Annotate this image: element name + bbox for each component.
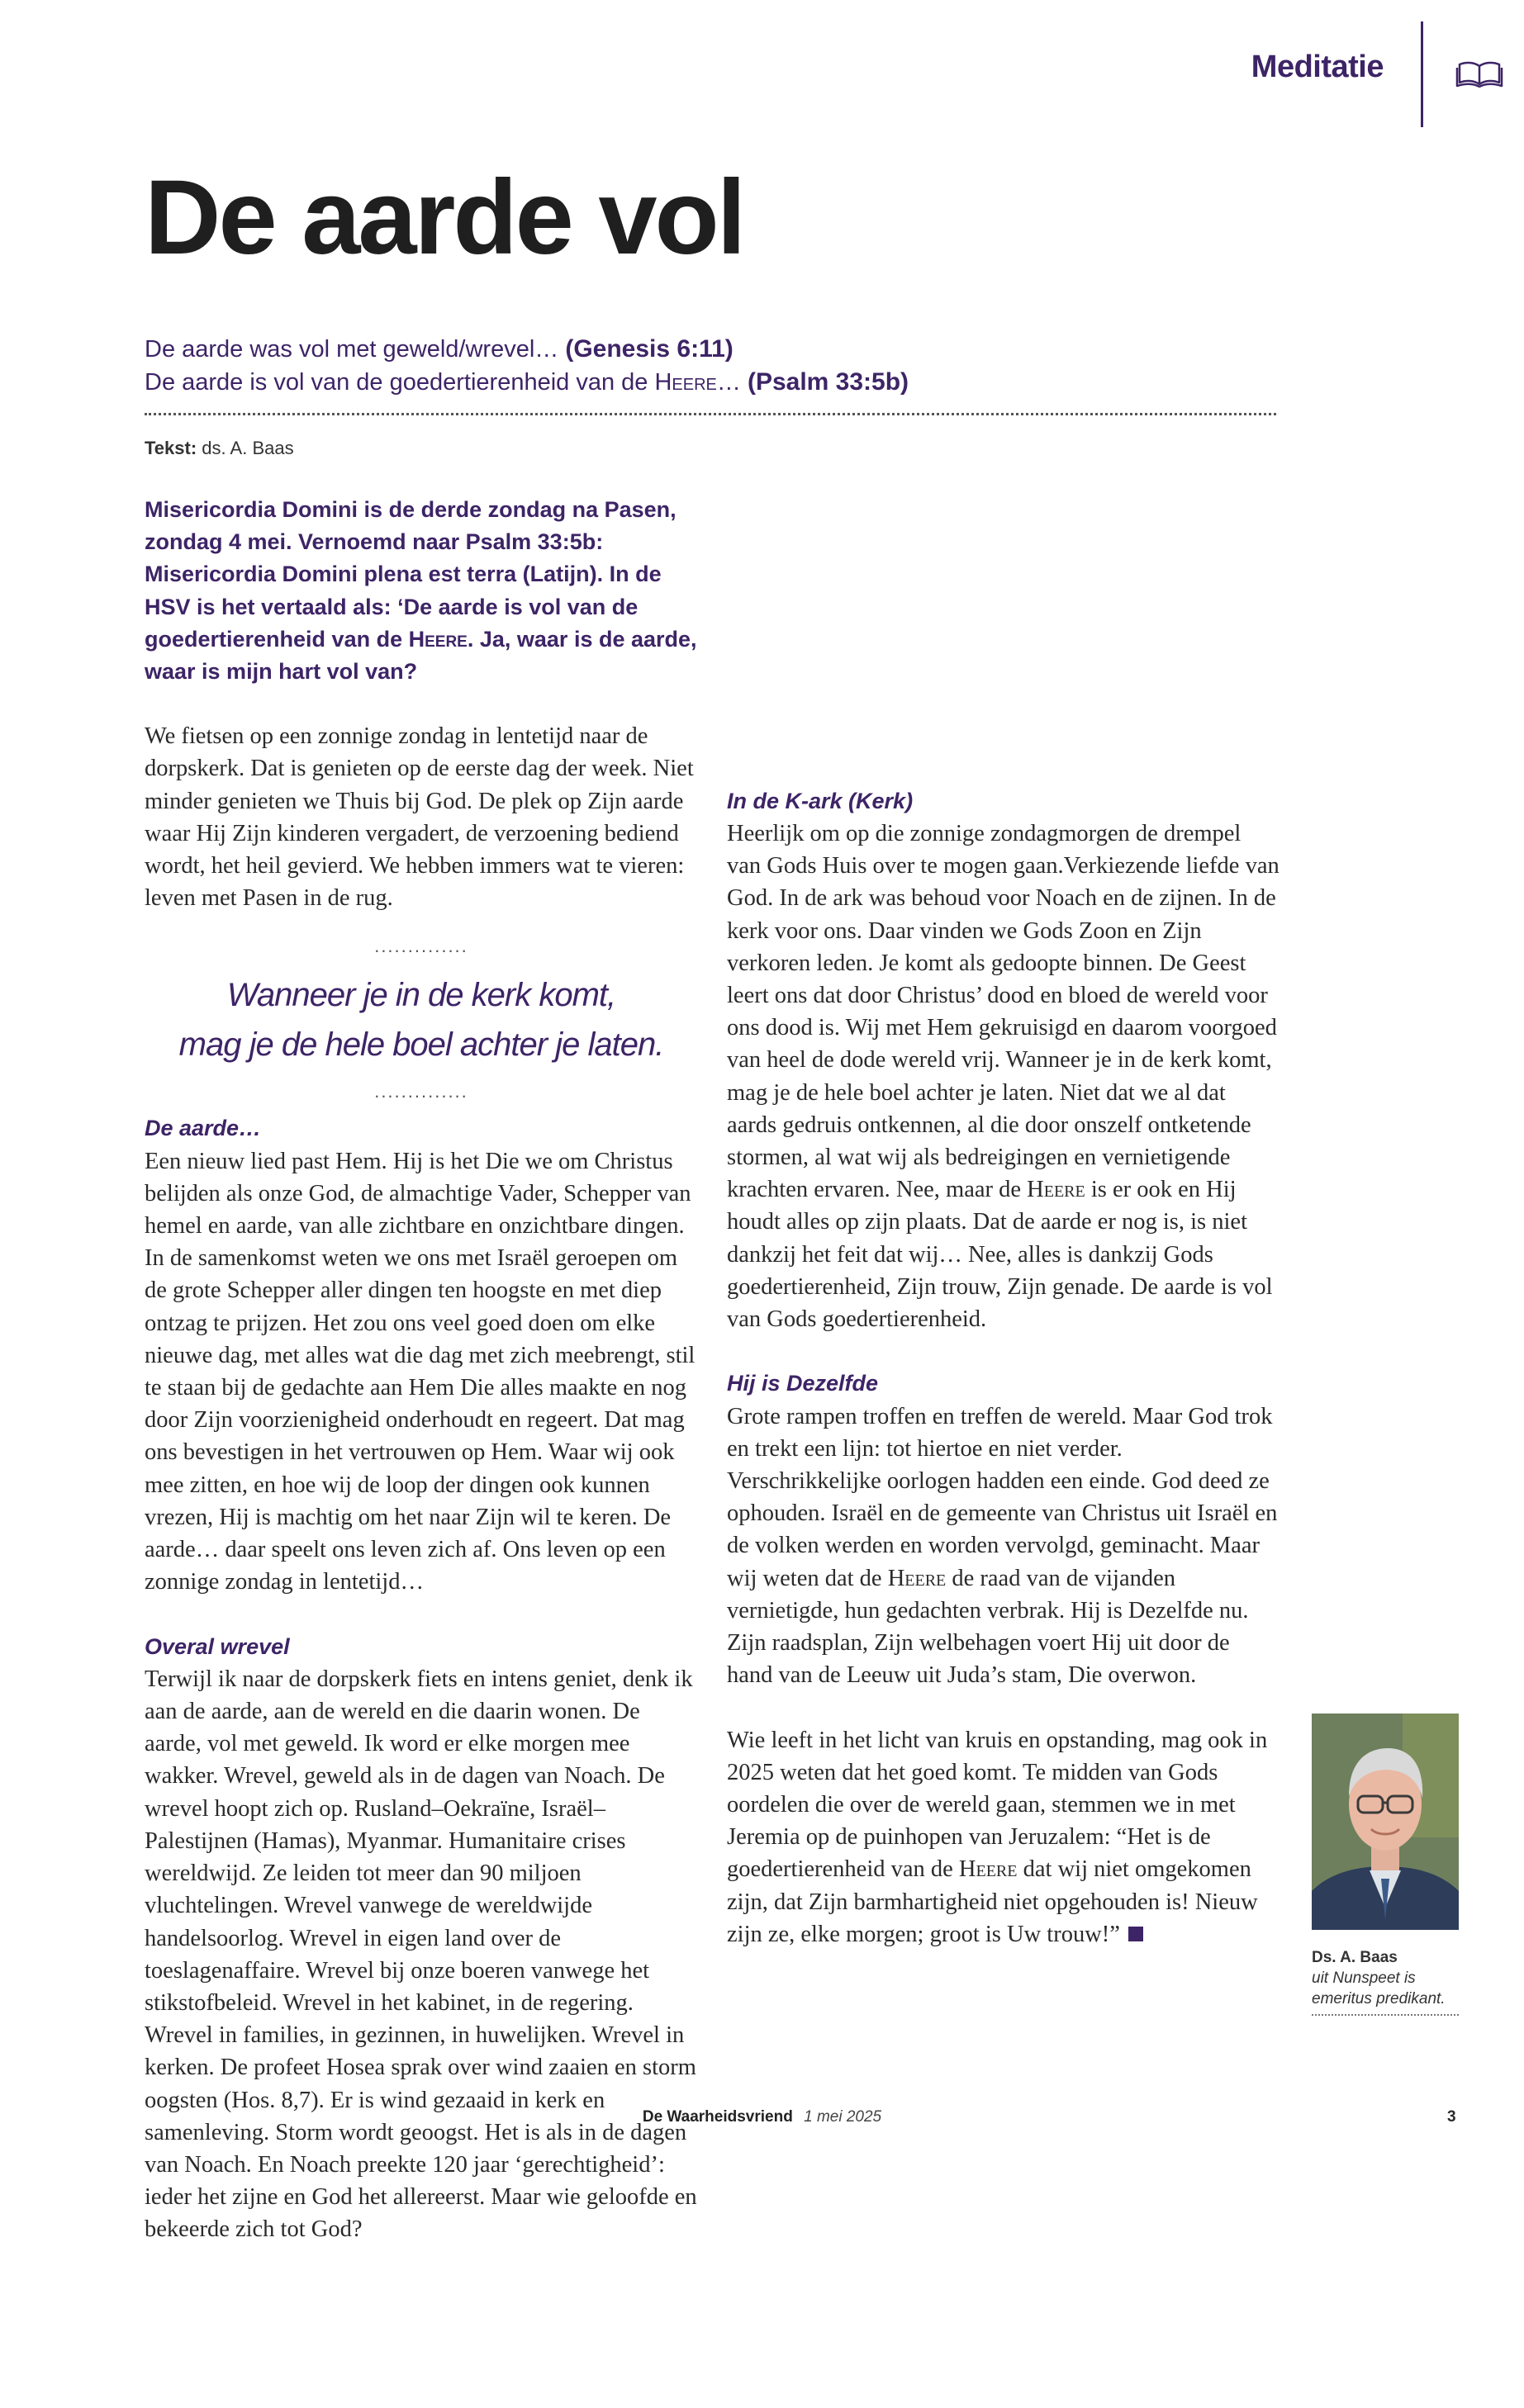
epigraph-quote-1: De aarde was vol met geweld/wrevel… (145, 336, 559, 363)
epigraph-quote-2b: … (716, 369, 741, 396)
byline-author: ds. A. Baas (202, 438, 294, 458)
author-portrait-icon (1312, 1714, 1459, 1930)
p5-text-b: de raad van de vijanden vernietigde, hun gedachten verbrak. Hij is Dezelfde nu. Zijn raadsplan, Zijn welbehagen voert Hij uit door de hand van de Leeuw uit Juda’s stam, Die overwon. (727, 1565, 1249, 1689)
epigraph-divider (145, 413, 1276, 415)
pull-quote-dots-top: .............. (374, 936, 468, 957)
p6-text-a: Wie leeft in het licht van kruis en opstanding, mag ook in 2025 weten dat het goed komt. Te midden van Gods oordelen die over de wereld gaan, stemmen we in met Jeremia op de puinhopen van Jeruzalem: “Het is de goedertierenheid van de (727, 1727, 1268, 1883)
p6-text-b: dat wij niet omgekomen zijn, dat Zijn barmhartigheid niet opgehouden is! Nieuw zijn ze, elke morgen; groot is Uw trouw!” (727, 1856, 1258, 1947)
paragraph-4 (727, 818, 1280, 1335)
page-number: 3 (1447, 2108, 1456, 2126)
epigraph (145, 333, 1284, 399)
author-role-line-2: emeritus predikant. (1312, 1990, 1446, 2007)
pull-quote-text (145, 970, 698, 1069)
byline (145, 438, 294, 459)
paragraph-2: Een nieuw lied past Hem. Hij is het Die we om Christus belijden als onze God, de almachtige Vader, Schepper van hemel en aarde, van alle zichtbare en onzichtbare dingen. In de samenkomst weten we ons met Israël geroepen om de grote Schepper aller dingen ten hoogste en met diep ontzag te prijzen. Het zou ons veel goed doen om elke nieuwe dag, met alles wat die dag met zich meebrengt, stil te staan bij de gedachte aan Hem Die alles maakte en nog door Zijn voorzienigheid onderhoudt en regeert. Dat mag ons bevestigen in het vertrouwen op Hem. Waar wij ook mee zitten, en hoe wij de loop der dingen ook kunnen vrezen, Hij is machtig om het naar Zijn wil te keren. De aarde… daar speelt ons leven zich af. Ons leven op een zonnige zondag in lentetijd… (145, 1148, 696, 1595)
intro-text-b: . Ja, waar is de aarde, waar is mijn hart vol van? (145, 626, 697, 685)
author-photo (1312, 1714, 1459, 1930)
epigraph-line-1 (145, 333, 1284, 366)
p4-heere: Heere (1027, 1177, 1085, 1203)
p4-text-b: is er ook en Hij houdt alles op zijn plaats. Dat de aarde er nog is, is niet dankzij het feit dat wij… Nee, alles is dankzij Gods goedertierenheid, Zijn trouw, Zijn genade. De aarde is vol van Gods goedertierenheid. (727, 1177, 1273, 1333)
subheading-wrevel: Overal wrevel (145, 1633, 290, 1659)
epigraph-ref-2: (Psalm 33:5b) (747, 368, 909, 396)
p6-heere: Heere (958, 1856, 1018, 1883)
subheading-kark: In de K-ark (Kerk) (727, 788, 914, 813)
author-caption (1312, 1947, 1459, 2016)
epigraph-quote-2a: De aarde is vol van de goedertierenheid van de (145, 369, 648, 396)
subheading-aarde: De aarde… (145, 1116, 262, 1141)
pull-quote-dots-bottom: .............. (374, 1081, 468, 1102)
end-mark-icon (1128, 1927, 1143, 1941)
footer-magazine: De Waarheidsvriend (642, 2108, 793, 2126)
paragraph-1: We fietsen op een zonnige zondag in lentetijd naar de dorpskerk. Dat is genieten op de eerste dag der week. Niet minder genieten we Thuis bij God. De plek op Zijn aarde waar Hij Zijn kinderen vergadert, de verzoening bediend wordt, het heil gevierd. We hebben immers wat te vieren: leven met Pasen in de rug. (145, 723, 694, 912)
p5-heere: Heere (887, 1565, 947, 1591)
column-right (727, 494, 1280, 1951)
section-label: Meditatie (1251, 50, 1384, 84)
open-book-icon (1455, 59, 1503, 88)
paragraph-3: Terwijl ik naar de dorpskerk fiets en intens geniet, denk ik aan de aarde, aan de wereld en die daarin wonen. De aarde, vol met geweld. Ik word er elke morgen mee wakker. Wrevel, geweld als in de dagen van Noach. De wrevel hoopt zich op. Rusland–Oekraïne, Israël–Palestijnen (Hamas), Myanmar. Humanitaire crises wereldwijd. Ze leiden tot meer dan 90 miljoen vluchtelingen. Wrevel vanwege de wereldwijde handelsoorlog. Wrevel in eigen land over de toeslagenaffaire. Wrevel bij onze boeren vanwege het stikstofbeleid. Wrevel in het kabinet, in de regering. Wrevel in families, in gezinnen, in huwelijken. Wrevel in kerken. De profeet Hosea sprak over wind zaaien en storm oogsten (Hos. 8,7). Er is wind gezaaid in kerk en samenleving. Storm wordt geoogst. Het is als in de dagen van Noach. En Noach preekte 120 jaar ‘gerechtigheid’: ieder het zijne en God het allereerst. Maar wie geloofde en bekeerde zich tot God? (145, 1666, 697, 2243)
epigraph-heere: Heere (654, 369, 717, 396)
author-name: Ds. A. Baas (1312, 1949, 1398, 1966)
intro-paragraph (145, 494, 698, 688)
section-divider (1421, 21, 1423, 127)
author-role-line-1: uit Nunspeet is (1312, 1970, 1416, 1987)
epigraph-line-2 (145, 366, 1284, 399)
pull-quote-line-2: mag je de hele boel achter je laten. (178, 1026, 664, 1064)
intro-text-a: Misericordia Domini is de derde zondag na Pasen, zondag 4 mei. Vernoemd naar Psalm 33:5b: Misericordia Domini plena est terra (Latijn). In de HSV is het vertaald als: ‘De aarde is vol van de goedertierenheid van de (145, 497, 677, 652)
subheading-dezelfde: Hij is Dezelfde (727, 1371, 879, 1396)
article-title: De aarde vol (145, 159, 744, 277)
caption-divider (1312, 2014, 1459, 2016)
paragraph-5 (727, 1401, 1280, 1692)
page-footer (0, 2108, 1524, 2126)
epigraph-ref-1: (Genesis 6:11) (565, 335, 734, 363)
footer-date: 1 mei 2025 (804, 2108, 882, 2126)
pull-quote (145, 937, 698, 1101)
intro-heere: Heere (408, 626, 468, 652)
paragraph-6 (727, 1724, 1280, 1951)
p5-text-a: Grote rampen troffen en treffen de wereld. Maar God trok en trekt een lijn: tot hiertoe en niet verder. Verschrikkelijke oorlogen hadden een einde. God deed ze ophouden. Israël en de gemeente van Christus uit Israël en de volken werden en worden vervolgd, geminacht. Maar wij weten dat de (727, 1403, 1278, 1591)
p4-text-a: Heerlijk om op die zonnige zondagmorgen de drempel van Gods Huis over te mogen gaan.Verkiezende liefde van God. In de ark was behoud voor Noach en de zijnen. In de kerk voor ons. Daar vinden we Gods Zoon en Zijn verkoren leden. Je komt als gedoopte binnen. De Geest leert ons dat door Christus’ dood en bloed de wereld voor ons dood is. Wij met Hem gekruisigd en daarom voorgoed van heel de dode wereld vrij. Wanneer je in de kerk komt, mag je de hele boel achter je laten. Niet dat we al dat aards gedruis ontkennen, al die door onszelf ontketende stormen, al wat wij als bedreigingen en vernietigende krachten ervaren. Nee, maar de (727, 820, 1279, 1203)
byline-label: Tekst: (145, 438, 197, 458)
paragraph-3-continued (727, 494, 1280, 753)
pull-quote-line-1: Wanneer je in de kerk komt, (226, 977, 616, 1014)
